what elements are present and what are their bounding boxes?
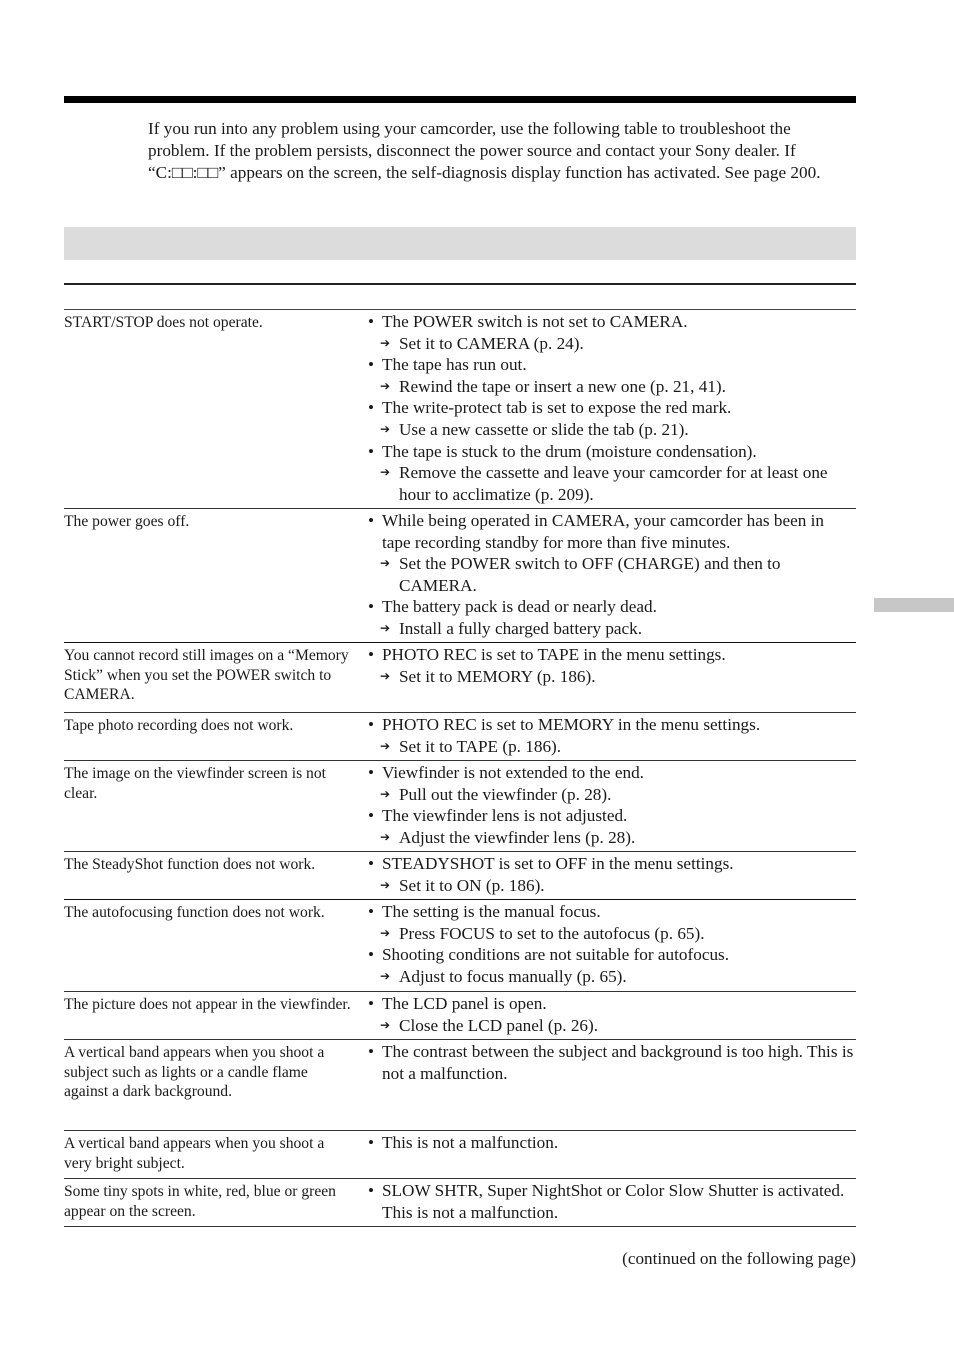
symptom-cell: Some tiny spots in white, red, blue or green appear on the screen. xyxy=(64,1183,336,1220)
cause-item: • The tape has run out. xyxy=(368,354,856,376)
cause-cell xyxy=(364,310,856,508)
cause-cell xyxy=(364,1040,856,1130)
section-header-band xyxy=(64,227,856,260)
remedy-item: ➔ Close the LCD panel (p. 26). xyxy=(368,1015,856,1037)
table-header-rule xyxy=(64,283,856,285)
symptom-cell: The image on the viewfinder screen is not clear. xyxy=(64,765,326,802)
table-row xyxy=(64,1131,856,1179)
cause-item: • The write-protect tab is set to expose the red mark. xyxy=(368,397,856,419)
cause-item: • Viewfinder is not extended to the end. xyxy=(368,762,856,784)
cause-cell xyxy=(364,1131,856,1178)
top-rule xyxy=(64,96,856,103)
symptom-cell: Tape photo recording does not work. xyxy=(64,717,294,734)
cause-cell xyxy=(364,900,856,991)
remedy-item: ➔ Set the POWER switch to OFF (CHARGE) and then to CAMERA. xyxy=(368,553,856,596)
symptom-cell: The SteadyShot function does not work. xyxy=(64,856,316,873)
cause-item: • While being operated in CAMERA, your camcorder has been in tape recording standby for more than five minutes. xyxy=(368,510,856,553)
remedy-item: ➔ Press FOCUS to set to the autofocus (p. 65). xyxy=(368,923,856,945)
cause-item: • The contrast between the subject and background is too high. This is not a malfunction. xyxy=(368,1041,856,1084)
cause-cell xyxy=(364,509,856,642)
table-row xyxy=(64,761,856,852)
remedy-item: ➔ Rewind the tape or insert a new one (p. 21, 41). xyxy=(368,376,856,398)
continued-note: (continued on the following page) xyxy=(622,1249,856,1268)
remedy-item: ➔ Set it to MEMORY (p. 186). xyxy=(368,666,856,688)
cause-item: • STEADYSHOT is set to OFF in the menu settings. xyxy=(368,853,856,875)
cause-item: • The viewfinder lens is not adjusted. xyxy=(368,805,856,827)
symptom-cell: The autofocusing function does not work. xyxy=(64,904,325,921)
cause-cell xyxy=(364,761,856,851)
cause-cell xyxy=(364,643,856,712)
table-row xyxy=(64,1040,856,1131)
cause-item: • The setting is the manual focus. xyxy=(368,901,856,923)
table-row xyxy=(64,992,856,1040)
cause-cell xyxy=(364,1179,856,1226)
symptom-cell: START/STOP does not operate. xyxy=(64,314,263,331)
cause-item: • Shooting conditions are not suitable for autofocus. xyxy=(368,944,856,966)
remedy-item: ➔ Adjust the viewfinder lens (p. 28). xyxy=(368,827,856,849)
table-row xyxy=(64,713,856,761)
cause-item: • The tape is stuck to the drum (moisture condensation). xyxy=(368,441,856,463)
cause-item: • The POWER switch is not set to CAMERA. xyxy=(368,311,856,333)
symptom-cell: The power goes off. xyxy=(64,513,190,530)
cause-item: • This is not a malfunction. xyxy=(368,1132,856,1154)
remedy-item: ➔ Pull out the viewfinder (p. 28). xyxy=(368,784,856,806)
cause-item: • SLOW SHTR, Super NightShot or Color Slow Shutter is activated. This is not a malfunction. xyxy=(368,1180,856,1223)
remedy-item: ➔ Set it to CAMERA (p. 24). xyxy=(368,333,856,355)
symptom-cell: The picture does not appear in the viewfinder. xyxy=(64,996,351,1013)
cause-item: • PHOTO REC is set to TAPE in the menu settings. xyxy=(368,644,856,666)
cause-cell xyxy=(364,713,856,760)
table-row xyxy=(64,900,856,992)
symptom-cell: A vertical band appears when you shoot a subject such as lights or a candle flame against a dark background. xyxy=(64,1044,325,1100)
table-row xyxy=(64,509,856,643)
cause-cell xyxy=(364,852,856,899)
table-row xyxy=(64,852,856,900)
side-thumb-tab xyxy=(874,598,954,612)
table-row xyxy=(64,643,856,713)
cause-item: • The LCD panel is open. xyxy=(368,993,856,1015)
cause-cell xyxy=(364,992,856,1039)
troubleshooting-table xyxy=(64,310,856,1227)
remedy-item: ➔ Use a new cassette or slide the tab (p. 21). xyxy=(368,419,856,441)
remedy-item: ➔ Install a fully charged battery pack. xyxy=(368,618,856,640)
remedy-item: ➔ Adjust to focus manually (p. 65). xyxy=(368,966,856,988)
cause-item: • The battery pack is dead or nearly dead. xyxy=(368,596,856,618)
table-row xyxy=(64,1179,856,1227)
intro-paragraph: If you run into any problem using your camcorder, use the following table to troubleshoot the problem. If the problem persists, disconnect the power source and contact your Sony dealer. If “C:□□:□□” appears on the screen, the self-diagnosis display function has activated. See page 200. xyxy=(148,119,821,182)
table-row xyxy=(64,310,856,509)
remedy-item: ➔ Set it to TAPE (p. 186). xyxy=(368,736,856,758)
symptom-cell: You cannot record still images on a “Memory Stick” when you set the POWER switch to CAMERA. xyxy=(64,647,349,703)
remedy-item: ➔ Set it to ON (p. 186). xyxy=(368,875,856,897)
cause-item: • PHOTO REC is set to MEMORY in the menu settings. xyxy=(368,714,856,736)
symptom-cell: A vertical band appears when you shoot a very bright subject. xyxy=(64,1135,325,1172)
remedy-item: ➔ Remove the cassette and leave your camcorder for at least one hour to acclimatize (p. 209). xyxy=(368,462,856,505)
